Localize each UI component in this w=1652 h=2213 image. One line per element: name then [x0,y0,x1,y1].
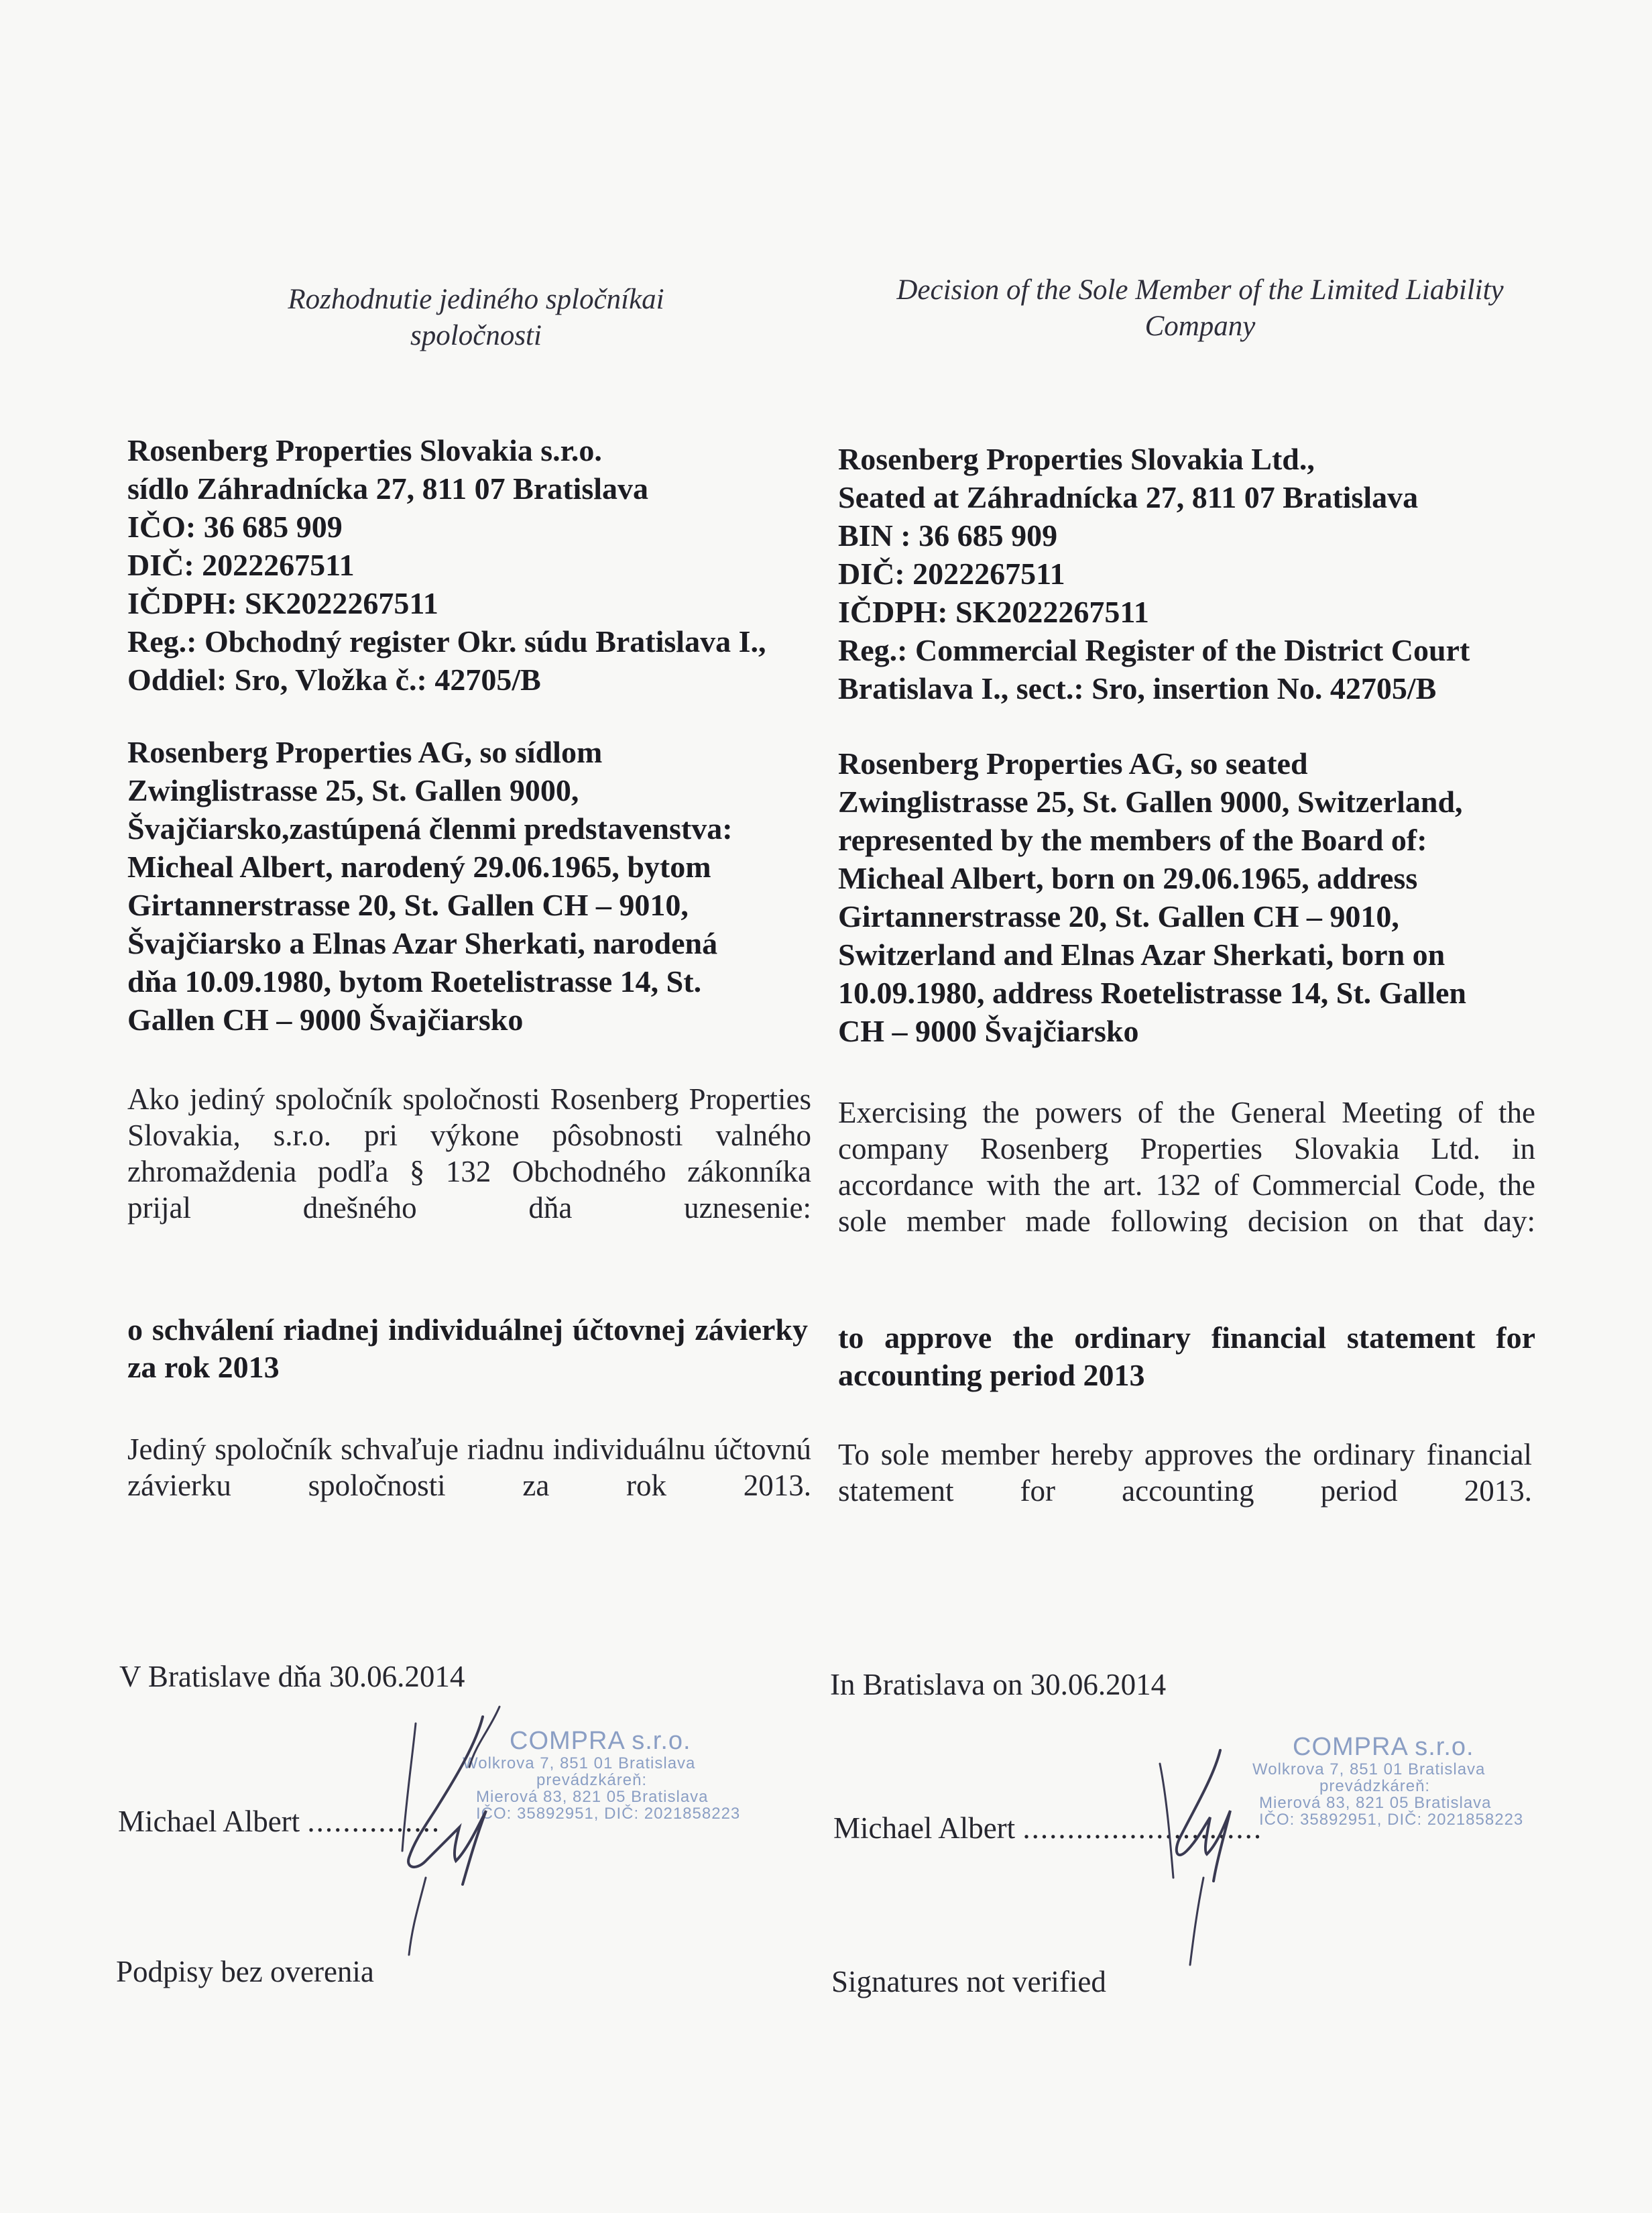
company-line: IČDPH: SK2022267511 [838,595,1149,629]
member-line: CH – 9000 Švajčiarsko [838,1014,1139,1048]
stamp-ids: IČO: 35892951, DIČ: 2021858223 [1259,1811,1524,1829]
company-line: BIN : 36 685 909 [838,518,1058,553]
company-info-english [838,440,1539,707]
member-line: Switzerland and Elnas Azar Sherkati, born on [838,938,1446,972]
title-slovak [221,282,731,354]
member-line: Rosenberg Properties AG, so seated [838,746,1308,781]
member-line: Rosenberg Properties AG, so sídlom [127,735,603,769]
company-line: Seated at Záhradnícka 27, 811 07 Bratislava [838,480,1419,514]
stamp-name: COMPRA s.r.o. [1293,1733,1474,1761]
title-slovak-line: Rozhodnutie jediného spločníkai [288,284,664,315]
title-english [838,272,1562,345]
approval-english: To sole member hereby approves the ordinary financial statement for accounting period 2013. [838,1438,1532,1508]
member-line: represented by the members of the Board of: [838,823,1427,857]
intro-paragraph-english: Exercising the powers of the General Meeting of the company Rosenberg Properties Slovakia Ltd. in accordance with the art. 132 of Commercial Code, the sole member made following decision on that day: [838,1096,1535,1238]
stamp-operator-address: Mierová 83, 821 05 Bratislava [1259,1794,1492,1813]
stamp-address: Wolkrova 7, 851 01 Bratislava [463,1754,696,1772]
member-line: Girtannerstrasse 20, St. Gallen CH – 9010, [838,899,1399,933]
member-line: Gallen CH – 9000 Švajčiarsko [127,1003,524,1037]
resolution-english: to approve the ordinary financial statement for accounting period 2013 [838,1320,1535,1392]
stamp-ids: IČO: 35892951, DIČ: 2021858223 [476,1805,741,1823]
signatures-note-slovak: Podpisy bez overenia [116,1955,374,1988]
stamp-operator-address: Mierová 83, 821 05 Bratislava [476,1788,709,1807]
company-line: DIČ: 2022267511 [127,548,355,582]
company-line: Reg.: Obchodný register Okr. súdu Bratislava I., [127,624,766,659]
member-info-english [838,744,1539,1050]
stamp-address: Wolkrova 7, 851 01 Bratislava [1252,1760,1486,1778]
signatures-note-english: Signatures not verified [831,1965,1106,1998]
signature-dots: ............... [307,1805,441,1838]
company-line: Reg.: Commercial Register of the District Court [838,633,1470,667]
company-line: sídlo Záhradnícka 27, 811 07 Bratislava [127,471,649,506]
company-line: Rosenberg Properties Slovakia s.r.o. [127,433,602,467]
signer-name: Michael Albert [118,1805,300,1838]
company-line: IČDPH: SK2022267511 [127,586,438,620]
company-line: Bratislava I., sect.: Sro, insertion No. 42705/B [838,671,1437,705]
company-line: Oddiel: Sro, Vložka č.: 42705/B [127,663,541,697]
resolution-slovak: o schválení riadnej individuálnej účtovnej závierky za rok 2013 [127,1312,808,1384]
member-line: Zwinglistrasse 25, St. Gallen 9000, Switzerland, [838,785,1463,819]
member-line: Švajčiarsko a Elnas Azar Sherkati, narodená [127,926,718,960]
member-line: Zwinglistrasse 25, St. Gallen 9000, [127,773,579,807]
company-line: IČO: 36 685 909 [127,510,343,544]
company-stamp-right [1252,1734,1523,1829]
title-slovak-line: spoločnosti [410,320,542,351]
company-line: DIČ: 2022267511 [838,557,1065,591]
member-line: Micheal Albert, born on 29.06.1965, address [838,861,1418,895]
signature-dots: ........................... [1022,1811,1263,1845]
company-line: Rosenberg Properties Slovakia Ltd., [838,442,1315,476]
company-info-slovak [127,431,815,699]
title-english-line: Decision of the Sole Member of the Limited Liability [896,274,1504,306]
stamp-operator: prevádzkáreň: [536,1771,648,1790]
place-date-english: In Bratislava on 30.06.2014 [830,1668,1167,1701]
member-line: 10.09.1980, address Roetelistrasse 14, St. Gallen [838,976,1467,1010]
member-info-slovak [127,733,815,1039]
member-line: dňa 10.09.1980, bytom Roetelistrasse 14, St. [127,964,702,999]
stamp-name: COMPRA s.r.o. [510,1727,691,1755]
member-line: Micheal Albert, narodený 29.06.1965, bytom [127,850,711,884]
stamp-operator: prevádzkáreň: [1319,1777,1431,1796]
title-english-line: Company [1144,310,1256,342]
member-line: Švajčiarsko,zastúpená členmi predstavenstva: [127,811,733,846]
signer-name: Michael Albert [833,1811,1016,1845]
approval-slovak: Jediný spoločník schvaľuje riadnu individuálnu účtovnú závierku spoločnosti za rok 2013. [127,1432,811,1502]
intro-paragraph-slovak: Ako jediný spoločník spoločnosti Rosenberg Properties Slovakia, s.r.o. pri výkone pôsobnosti valného zhromaždenia podľa § 132 Obchodného zákonníka prijal dnešného dňa uznesenie: [127,1082,811,1225]
member-line: Girtannerstrasse 20, St. Gallen CH – 9010, [127,888,689,922]
place-date-slovak: V Bratislave dňa 30.06.2014 [119,1660,465,1693]
